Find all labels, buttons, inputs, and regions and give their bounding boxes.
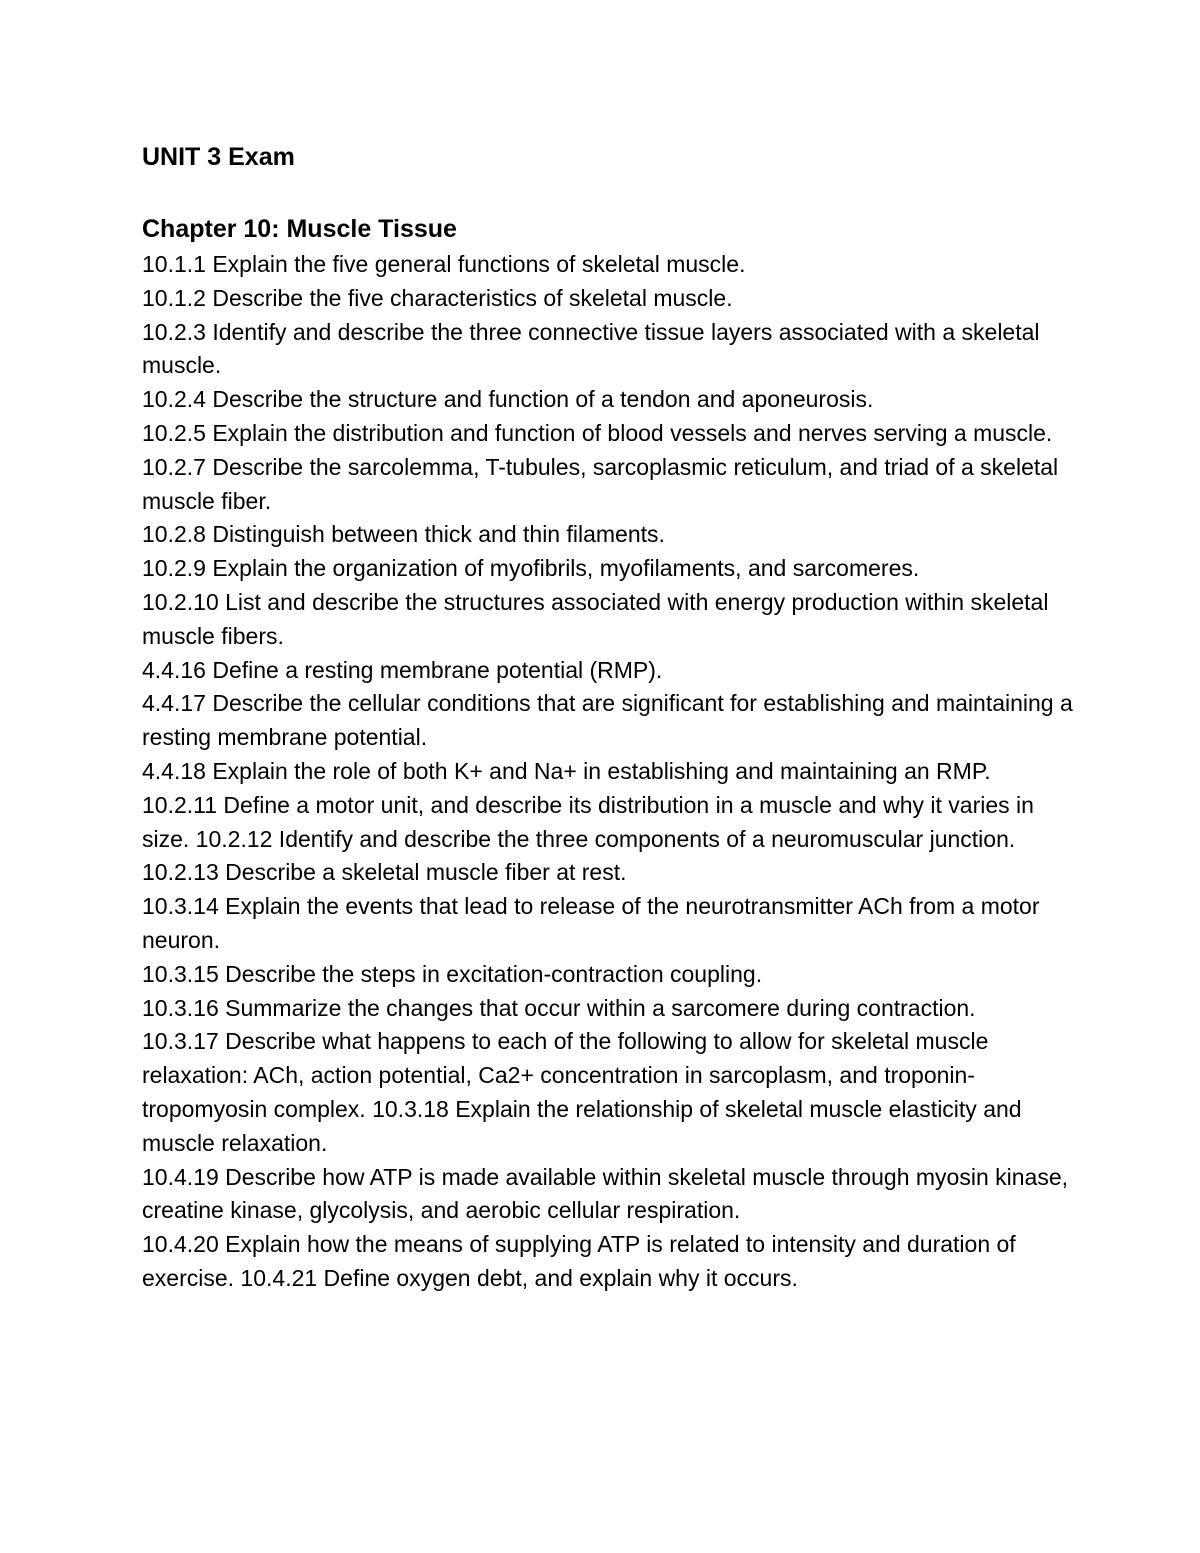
objective-item: 10.2.3 Identify and describe the three connective tissue layers associated with a skeletal muscle. [142, 318, 1040, 379]
objective-item: 10.1.1 Explain the five general functions of skeletal muscle. [142, 251, 746, 277]
objective-item: 10.3.15 Describe the steps in excitation-contraction coupling. [142, 960, 763, 987]
chapter-title: Chapter 10: Muscle Tissue [142, 215, 457, 243]
objective-item: 10.2.11 Define a motor unit, and describe its distribution in a muscle and why it varies in size. 10.2.12 Identify and describe the three components of a neuromuscular junction. [142, 791, 1034, 852]
document-page [142, 138, 1082, 1296]
objective-item: 10.2.9 Explain the organization of myofibrils, myofilaments, and sarcomeres. [142, 555, 920, 582]
objective-item: 10.2.13 Describe a skeletal muscle fiber at rest. [142, 859, 627, 886]
objective-item: 10.2.5 Explain the distribution and function of blood vessels and nerves serving a muscle. 10.2.7 Describe the sarcolemma, T-tubules, sarcoplasmic reticulum, and triad of a skeletal muscle fiber. [142, 419, 1059, 514]
objective-item: 4.4.18 Explain the role of both K+ and Na+ in establishing and maintaining an RMP. [142, 757, 991, 784]
objective-item: 10.2.4 Describe the structure and function of a tendon and aponeurosis. [142, 386, 874, 413]
objective-item: 4.4.16 Define a resting membrane potential (RMP). [142, 656, 663, 683]
objective-item: 10.3.16 Summarize the changes that occur within a sarcomere during contraction. [142, 994, 976, 1021]
objectives-list [142, 248, 1082, 1296]
objective-item: 10.4.19 Describe how ATP is made available within skeletal muscle through myosin kinase, creatine kinase, glycolysis, and aerobic cellular respiration. [142, 1163, 1069, 1224]
objective-item: 10.3.14 Explain the events that lead to release of the neurotransmitter ACh from a motor neuron. [142, 893, 1040, 953]
objective-item: 10.2.8 Distinguish between thick and thin filaments. [142, 521, 665, 548]
objective-item: 4.4.17 Describe the cellular conditions that are significant for establishing and maintaining a resting membrane potential. [142, 690, 1073, 751]
objective-item: 10.4.20 Explain how the means of supplying ATP is related to intensity and duration of exercise. 10.4.21 Define oxygen debt, and explain why it occurs. [142, 1231, 1016, 1291]
unit-title: UNIT 3 Exam [142, 143, 295, 171]
objective-item: 10.2.10 List and describe the structures associated with energy production within skeletal muscle fibers. [142, 588, 1049, 649]
objective-item: 10.3.17 Describe what happens to each of the following to allow for skeletal muscle relaxation: ACh, action potential, Ca2+ concentration in sarcoplasm, and troponin-tropomyosin complex. 10.3.18 Explain the relationship of skeletal muscle elasticity and muscle relaxation. [142, 1028, 1022, 1156]
objective-item: 10.1.2 Describe the five characteristics of skeletal muscle. [142, 284, 733, 311]
